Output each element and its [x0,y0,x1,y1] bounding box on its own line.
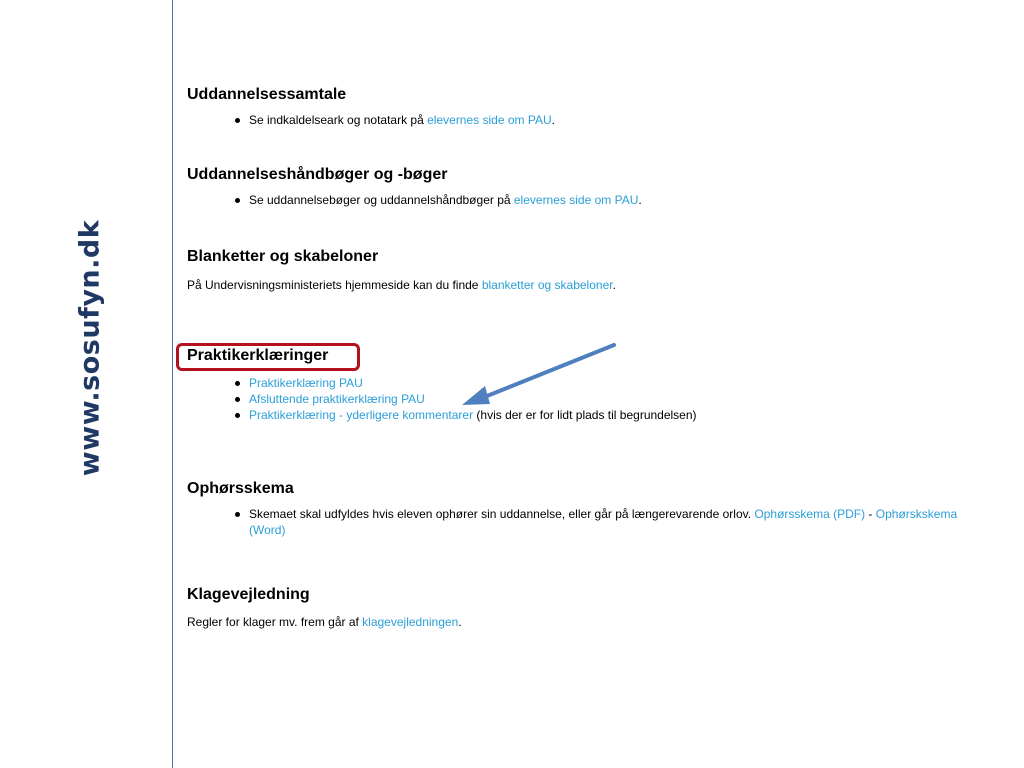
paragraph-text: Regler for klager mv. frem går af [187,615,363,629]
section-heading-praktikerklaeringer: Praktikerklæringer [187,347,329,364]
list-item [249,506,969,538]
section-heading-blanketter: Blanketter og skabeloner [187,248,379,265]
yderligere-kommentarer-link[interactable]: Praktikerklæring - yderligere kommentarer [249,408,474,422]
list-item [249,391,697,407]
highlight-box [176,343,360,371]
list-item [249,112,555,128]
sidebar [0,0,172,768]
section-heading-uddannelsessamtale: Uddannelsessamtale [187,86,347,103]
paragraph-text: På Undervisningsministeriets hjemmeside kan du finde [187,278,482,292]
list-item-text: Skemaet skal udfyldes hvis eleven ophører sin uddannelse, eller går på længerevarende orlov. [249,507,755,521]
paragraph-tail: . [458,615,462,629]
ophoersskema-word-link[interactable]: Ophørskskema (Word) [249,507,958,537]
paragraph-tail: . [612,278,616,292]
section-list-praktikerklaeringer [187,375,697,423]
section-list-ophoersskema [187,506,969,538]
section-paragraph-blanketter [187,278,616,292]
list-item [249,407,697,423]
ophoersskema-pdf-link[interactable]: Ophørsskema (PDF) [754,507,866,521]
section-list-uddannelsessamtale [187,112,555,128]
klagevejledningen-link[interactable]: klagevejledningen [362,615,459,629]
link-separator: - [865,507,876,521]
section-paragraph-klagevejledning [187,615,462,629]
list-item-tail: . [638,193,642,207]
section-heading-uddannelseshaandboeger: Uddannelseshåndbøger og -bøger [187,166,448,183]
list-item [249,375,697,391]
site-watermark: www.sosufyn.dk [74,219,106,477]
list-item-tail: . [551,113,555,127]
list-item [249,192,642,208]
sidebar-divider [172,0,173,768]
afsluttende-praktikerklaering-link[interactable]: Afsluttende praktikerklæring PAU [249,392,425,406]
list-item-tail: (hvis der er for lidt plads til begrundelsen) [473,408,697,422]
blanketter-link[interactable]: blanketter og skabeloner [481,278,613,292]
section-list-uddannelseshaandboeger [187,192,642,208]
elevernes-side-link[interactable]: elevernes side om PAU [513,193,639,207]
section-heading-ophoersskema: Ophørsskema [187,480,294,497]
praktikerklaering-pau-link[interactable]: Praktikerklæring PAU [249,376,363,390]
elevernes-side-link[interactable]: elevernes side om PAU [427,113,552,127]
section-heading-klagevejledning: Klagevejledning [187,586,310,603]
list-item-text: Se uddannelsebøger og uddannelshåndbøger på [249,193,514,207]
list-item-text: Se indkaldelseark og notatark på [249,113,428,127]
